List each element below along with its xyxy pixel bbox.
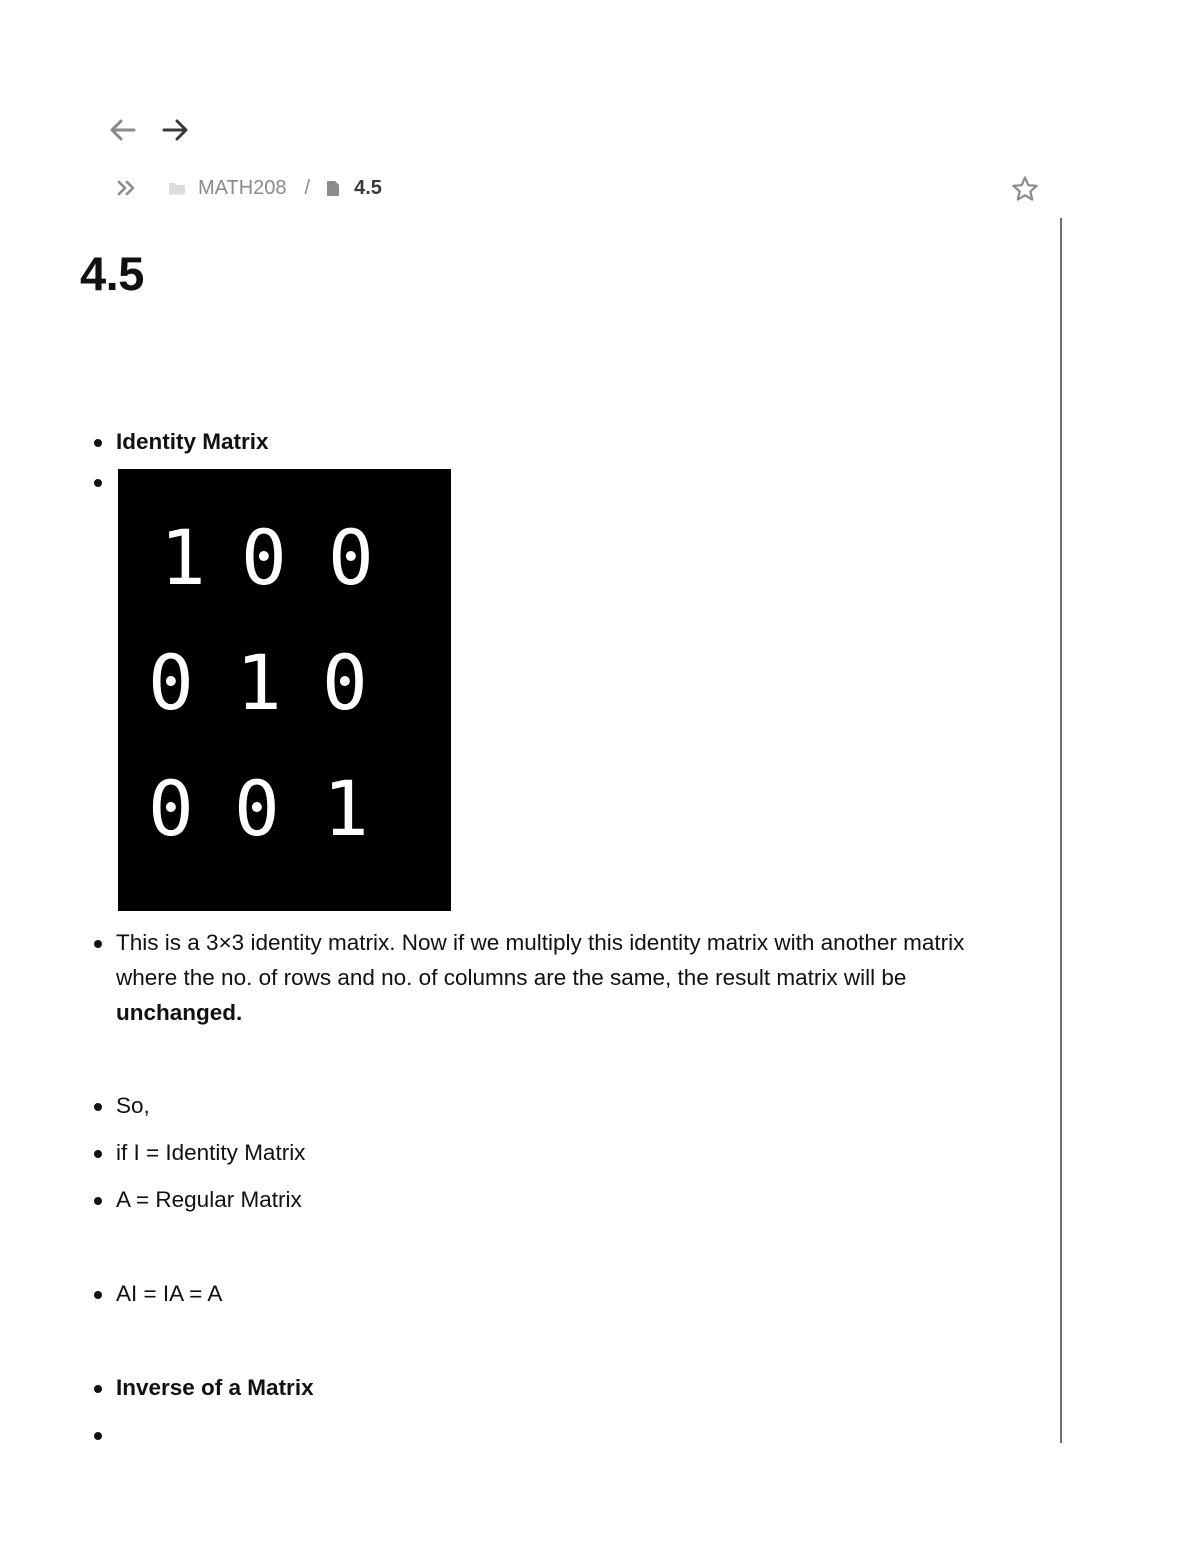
bookmark-star-button[interactable] <box>1010 174 1040 204</box>
matrix-cell: 0 <box>328 513 374 602</box>
star-icon <box>1011 175 1039 203</box>
list-item[interactable] <box>88 1182 968 1217</box>
identity-explanation-text: This is a 3×3 identity matrix. Now if we multiply this identity matrix with another matrix where the no. of rows and no. of columns are the same, the result matrix will be <box>116 930 965 990</box>
arrow-right-icon <box>161 118 189 142</box>
unchanged-emphasis: unchanged. <box>116 1000 243 1025</box>
matrix-cell: 0 <box>148 764 194 853</box>
inverse-heading: Inverse of a Matrix <box>116 1375 314 1400</box>
list-item[interactable] <box>88 1135 968 1170</box>
matrix-cell: 0 <box>241 513 287 602</box>
breadcrumb-current-label: 4.5 <box>354 176 382 199</box>
double-chevron-right-icon <box>116 179 138 197</box>
breadcrumb-folder[interactable] <box>168 177 287 200</box>
forward-button[interactable] <box>160 116 190 144</box>
history-navigation <box>108 116 190 144</box>
back-button[interactable] <box>108 116 138 144</box>
page-title: 4.5 <box>80 247 144 300</box>
content-divider <box>1060 218 1062 1443</box>
breadcrumb-separator: / <box>304 176 311 199</box>
matrix-cell: 0 <box>234 764 280 853</box>
matrix-cell: 1 <box>160 513 206 602</box>
regular-definition-text: A = Regular Matrix <box>116 1187 302 1212</box>
identity-matrix-image <box>118 469 451 911</box>
empty-list-item[interactable] <box>88 1417 968 1452</box>
list-item[interactable] <box>88 424 968 459</box>
matrix-cell: 1 <box>323 764 369 853</box>
arrow-left-icon <box>109 118 137 142</box>
list-item[interactable] <box>88 1370 968 1405</box>
note-content-list <box>88 424 968 1452</box>
list-item[interactable] <box>88 1088 968 1123</box>
note-icon <box>326 180 340 197</box>
list-item[interactable] <box>88 469 968 912</box>
matrix-cell: 0 <box>322 638 368 727</box>
equation-text: AI = IA = A <box>116 1281 223 1306</box>
folder-icon <box>168 182 186 195</box>
matrix-cell: 1 <box>236 638 282 727</box>
breadcrumb-note[interactable] <box>326 177 382 200</box>
expand-sidebar-button[interactable] <box>114 175 140 201</box>
breadcrumb <box>114 174 382 202</box>
identity-definition-text: if I = Identity Matrix <box>116 1140 306 1165</box>
so-text: So, <box>116 1093 150 1118</box>
matrix-cell: 0 <box>148 638 194 727</box>
breadcrumb-folder-label: MATH208 <box>198 176 287 199</box>
list-item[interactable] <box>88 925 968 1030</box>
list-item[interactable] <box>88 1276 968 1311</box>
identity-matrix-heading: Identity Matrix <box>116 429 269 454</box>
